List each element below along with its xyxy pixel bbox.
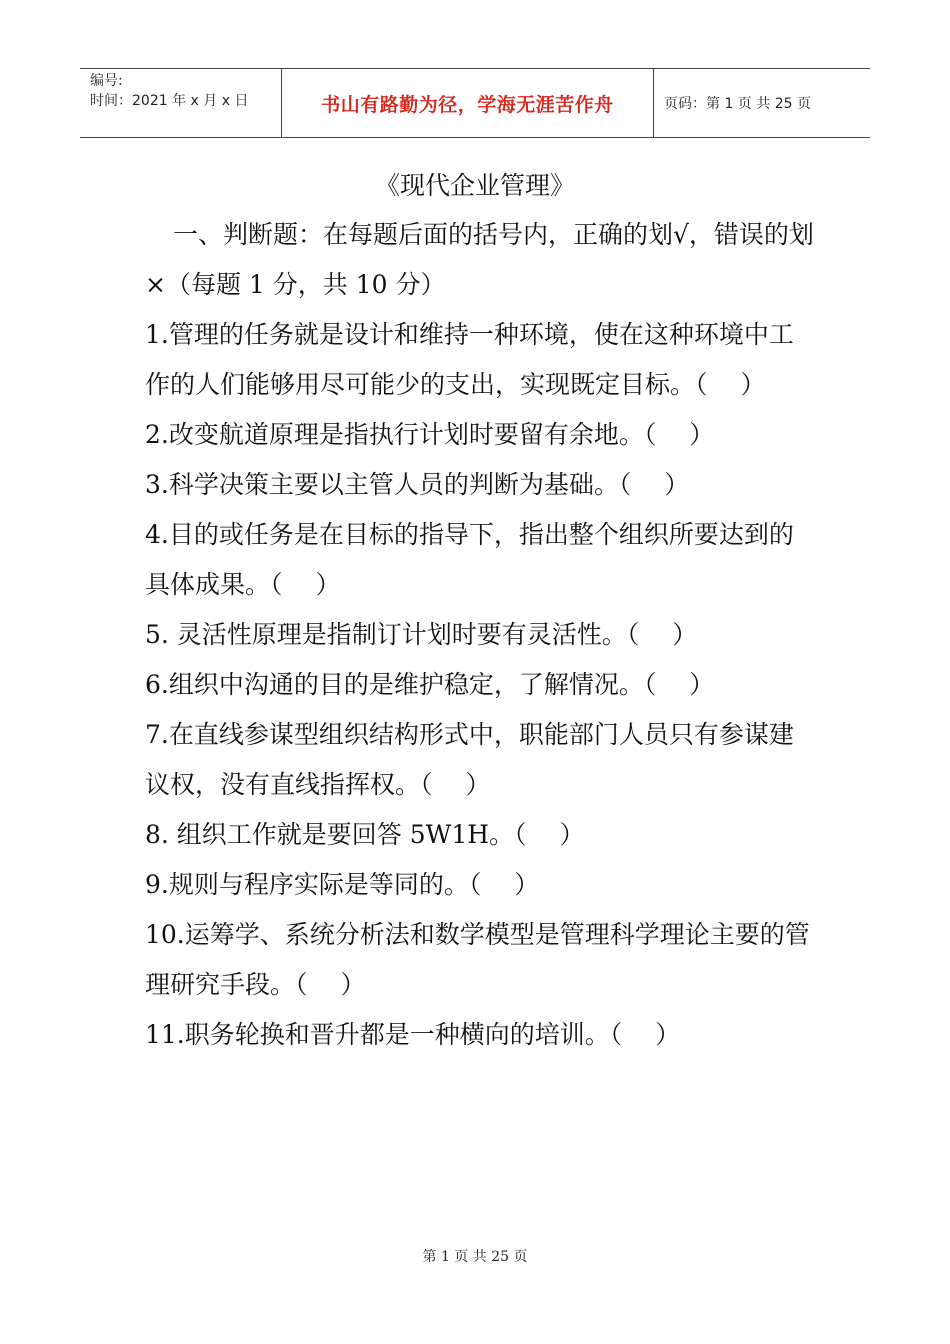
question-item: 8. 组织工作就是要回答 5W1H。（ ） (145, 820, 585, 849)
question-item: 4.目的或任务是在目标的指导下，指出整个组织所要达到的具体成果。（ ） (145, 520, 794, 599)
question-item: 2.改变航道原理是指执行计划时要留有余地。（ ） (145, 420, 715, 449)
document-body (145, 210, 815, 1060)
page-footer: 第 1 页 共 25 页 (422, 1249, 528, 1265)
question-item: 11.职务轮换和晋升都是一种横向的培训。（ ） (145, 1020, 681, 1049)
document-title: 《现代企业管理》 (374, 171, 575, 200)
header-meta (80, 69, 282, 137)
question-item: 3.科学决策主要以主管人员的判断为基础。（ ） (145, 470, 690, 499)
question-item: 6.组织中沟通的目的是维护稳定，了解情况。（ ） (145, 670, 715, 699)
page-header (80, 68, 870, 138)
document-number-label: 编号: (90, 73, 123, 89)
question-item: 7.在直线参谋型组织结构形式中，职能部门人员只有参谋建议权，没有直线指挥权。（ ） (145, 720, 794, 799)
document-date: 时间：2021 年 x 月 x 日 (90, 93, 249, 109)
question-item: 10.运筹学、系统分析法和数学模型是管理科学理论主要的管理研究手段。（ ） (145, 920, 810, 999)
question-item: 9.规则与程序实际是等同的。（ ） (145, 870, 540, 899)
header-motto: 书山有路勤为径，学海无涯苦作舟 (282, 69, 654, 137)
question-item: 1.管理的任务就是设计和维持一种环境，使在这种环境中工作的人们能够用尽可能少的支出，实现既定目标。（ ） (145, 320, 794, 399)
section-heading: 一、判断题：在每题后面的括号内，正确的划√，错误的划×（每题 1 分，共 10 分） (145, 220, 814, 299)
header-page-info: 页码：第 1 页 共 25 页 (664, 96, 811, 112)
question-item: 5. 灵活性原理是指制订计划时要有灵活性。（ ） (145, 620, 698, 649)
